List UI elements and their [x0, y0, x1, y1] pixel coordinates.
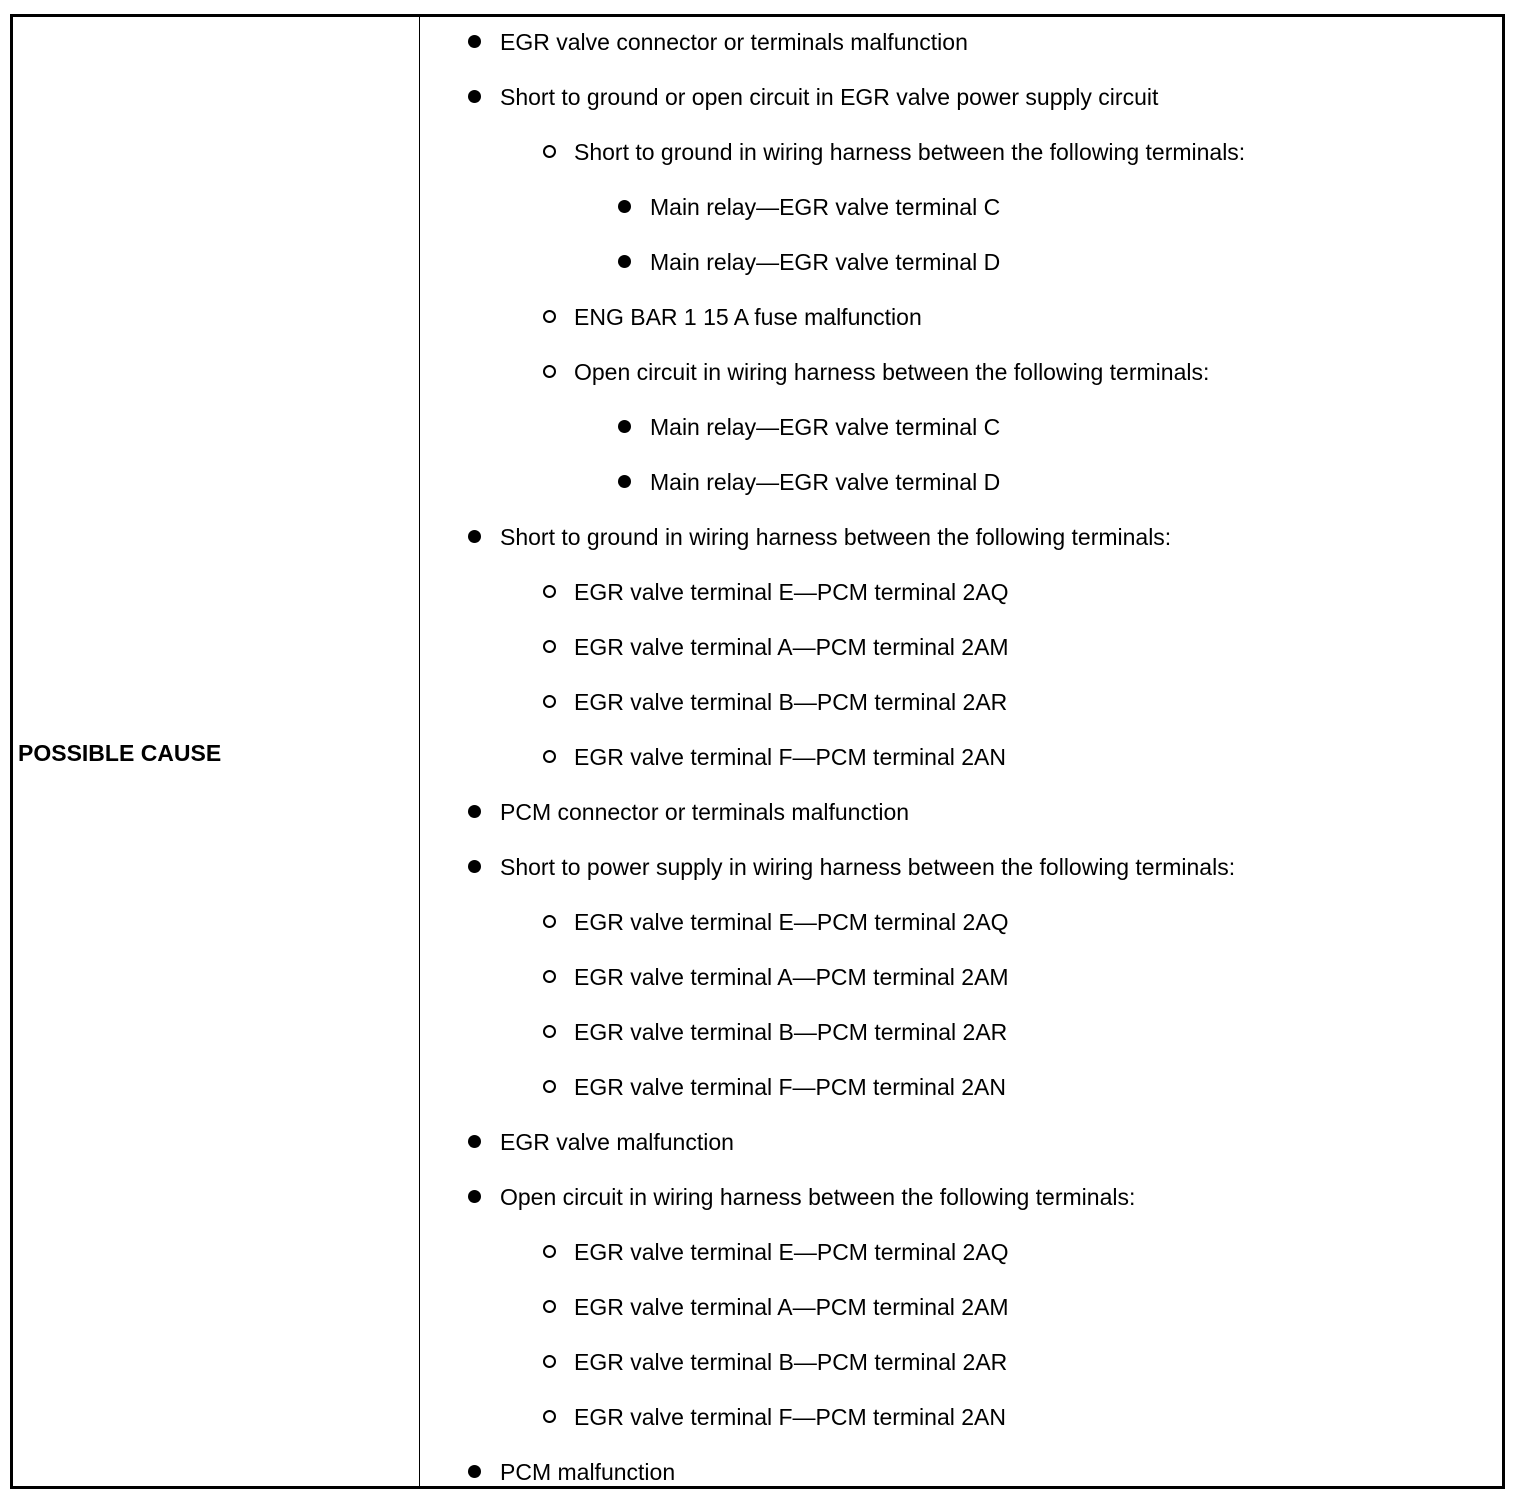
cause-text: EGR valve terminal F—PCM terminal 2AN: [574, 1403, 1006, 1430]
cause-text: PCM malfunction: [500, 1458, 676, 1485]
cause-text: EGR valve terminal B—PCM terminal 2AR: [574, 1018, 1008, 1045]
cause-text: EGR valve terminal E—PCM terminal 2AQ: [574, 578, 1009, 605]
cause-item: [543, 135, 1245, 165]
cause-text: Main relay—EGR valve terminal D: [650, 468, 1001, 495]
cause-item: [468, 1455, 675, 1485]
cause-item: [543, 355, 1209, 385]
hollow-bullet-icon: [543, 695, 556, 708]
cause-text: EGR valve terminal A—PCM terminal 2AM: [574, 963, 1009, 990]
hollow-bullet-icon: [543, 1410, 556, 1423]
cause-text: EGR valve terminal B—PCM terminal 2AR: [574, 688, 1008, 715]
hollow-bullet-icon: [543, 750, 556, 763]
cause-text: EGR valve terminal B—PCM terminal 2AR: [574, 1348, 1008, 1375]
filled-bullet-icon: [468, 1465, 481, 1478]
cause-item: [543, 905, 1009, 935]
cause-item: [543, 300, 922, 330]
hollow-bullet-icon: [543, 585, 556, 598]
cause-item: [468, 80, 1158, 110]
filled-bullet-icon: [618, 255, 631, 268]
cause-item: [543, 740, 1006, 770]
filled-bullet-icon: [618, 475, 631, 488]
cause-item: [468, 25, 968, 55]
hollow-bullet-icon: [543, 1080, 556, 1093]
cause-item: [543, 1235, 1009, 1265]
filled-bullet-icon: [468, 90, 481, 103]
cause-text: EGR valve malfunction: [500, 1128, 734, 1155]
cause-text: Open circuit in wiring harness between the following terminals:: [500, 1183, 1136, 1210]
cause-text: Main relay—EGR valve terminal C: [650, 193, 1001, 220]
cause-list: [13, 17, 1502, 1486]
hollow-bullet-icon: [543, 365, 556, 378]
filled-bullet-icon: [468, 35, 481, 48]
cause-text: Short to power supply in wiring harness between the following terminals:: [500, 853, 1236, 880]
filled-bullet-icon: [468, 530, 481, 543]
cause-item: [543, 960, 1009, 990]
hollow-bullet-icon: [543, 145, 556, 158]
cause-text: Short to ground in wiring harness between the following terminals:: [574, 138, 1246, 165]
cause-item: [468, 1125, 734, 1155]
hollow-bullet-icon: [543, 310, 556, 323]
filled-bullet-icon: [618, 420, 631, 433]
filled-bullet-icon: [618, 200, 631, 213]
hollow-bullet-icon: [543, 1355, 556, 1368]
cause-text: Main relay—EGR valve terminal C: [650, 413, 1001, 440]
cause-text: PCM connector or terminals malfunction: [500, 798, 910, 825]
cause-text: Main relay—EGR valve terminal D: [650, 248, 1001, 275]
cause-item: [543, 1345, 1007, 1375]
cause-item: [543, 630, 1009, 660]
cause-item: [468, 850, 1235, 880]
possible-cause-table: [10, 14, 1505, 1489]
cause-text: ENG BAR 1 15 A fuse malfunction: [574, 303, 922, 330]
filled-bullet-icon: [468, 860, 481, 873]
cause-text: EGR valve terminal A—PCM terminal 2AM: [574, 1293, 1009, 1320]
cause-text: Short to ground or open circuit in EGR valve power supply circuit: [500, 83, 1159, 110]
cause-text: EGR valve terminal E—PCM terminal 2AQ: [574, 1238, 1009, 1265]
cause-text: EGR valve terminal A—PCM terminal 2AM: [574, 633, 1009, 660]
hollow-bullet-icon: [543, 1245, 556, 1258]
cause-item: [468, 795, 909, 825]
hollow-bullet-icon: [543, 970, 556, 983]
hollow-bullet-icon: [543, 1025, 556, 1038]
cause-text: Open circuit in wiring harness between the following terminals:: [574, 358, 1210, 385]
cause-item: [543, 1070, 1006, 1100]
cause-item: [618, 245, 1000, 275]
cause-item: [543, 1015, 1007, 1045]
hollow-bullet-icon: [543, 640, 556, 653]
cause-item: [618, 410, 1000, 440]
cause-item: [543, 1290, 1009, 1320]
cause-item: [468, 520, 1171, 550]
cause-text: Short to ground in wiring harness between the following terminals:: [500, 523, 1172, 550]
cause-item: [468, 1180, 1135, 1210]
filled-bullet-icon: [468, 1190, 481, 1203]
possible-cause-label: POSSIBLE CAUSE: [18, 740, 222, 766]
filled-bullet-icon: [468, 1135, 481, 1148]
cause-item: [618, 465, 1000, 495]
cause-text: EGR valve terminal E—PCM terminal 2AQ: [574, 908, 1009, 935]
cause-item: [543, 575, 1009, 605]
cause-text: EGR valve connector or terminals malfunction: [500, 28, 968, 55]
cause-text: EGR valve terminal F—PCM terminal 2AN: [574, 1073, 1006, 1100]
cause-item: [543, 1400, 1006, 1430]
hollow-bullet-icon: [543, 1300, 556, 1313]
filled-bullet-icon: [468, 805, 481, 818]
cause-item: [618, 190, 1000, 220]
cause-text: EGR valve terminal F—PCM terminal 2AN: [574, 743, 1006, 770]
hollow-bullet-icon: [543, 915, 556, 928]
cause-item: [543, 685, 1007, 715]
